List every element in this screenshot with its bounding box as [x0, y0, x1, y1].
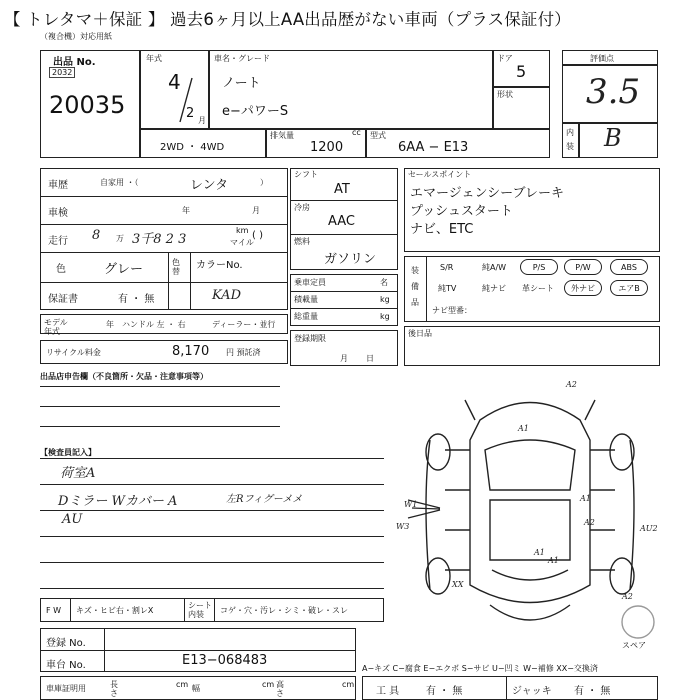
mileage-paren: ( ) — [252, 230, 263, 241]
year-month: 2 — [186, 106, 195, 121]
inspection-year-unit: 年 — [182, 206, 190, 215]
divider — [40, 252, 288, 253]
year-label: 年式 — [146, 54, 162, 63]
seat-items: コゲ・穴・汚レ・シミ・破レ・スレ — [220, 606, 348, 615]
divider — [184, 598, 185, 622]
damage-mark-a2-bumper: A2 — [622, 592, 633, 601]
proof-length-unit: cm — [176, 680, 189, 689]
warranty-label: 保証書 — [48, 294, 78, 305]
divider — [40, 406, 280, 407]
form-note: （複合機）対応用紙 — [40, 32, 112, 41]
shift-label: シフト — [294, 170, 318, 179]
damage-mark-a1-rear: A1 — [534, 548, 545, 557]
mile-unit: マイル — [230, 238, 254, 247]
proof-height-unit: cm — [342, 680, 355, 689]
inspector-notes-label: 【検査員記入】 — [40, 448, 96, 457]
sales-point-1: エマージェンシーブレーキ — [410, 186, 564, 201]
divider — [70, 598, 71, 622]
divider — [140, 128, 550, 130]
equip-navi: 純ナビ — [482, 284, 506, 293]
tools-label: 工 具 — [376, 686, 400, 697]
divider — [40, 510, 384, 511]
door-shape-label: 形状 — [497, 90, 513, 99]
divider — [40, 650, 356, 651]
sales-point-2: プッシュスタート — [410, 204, 513, 219]
inspector-note-4: 左Rフィグーメメ — [226, 494, 303, 505]
divider — [214, 598, 215, 622]
divider — [40, 196, 288, 197]
lot-box — [40, 50, 140, 158]
damage-mark-w3: W3 — [396, 522, 410, 531]
header-title: 【 トレタマ＋保証 】 過去6ヶ月以上AA出品歴がない車両（プラス保証付） — [4, 10, 572, 29]
divider — [168, 252, 169, 310]
weight-label: 総重量 — [294, 312, 318, 321]
inspection-label: 車検 — [48, 208, 68, 219]
warranty-value: 有 ・ 無 — [118, 294, 155, 305]
equip-pw: P/W — [564, 259, 602, 275]
car-name: ノート — [222, 76, 261, 91]
proof-width-unit: cm — [262, 680, 275, 689]
model-row-label: モデル年式 — [44, 318, 68, 336]
divider — [40, 458, 384, 459]
divider — [426, 256, 427, 322]
color-change-label: 色替 — [172, 258, 180, 276]
divider — [104, 628, 105, 672]
divider — [365, 128, 367, 158]
divider — [578, 122, 580, 158]
divider — [40, 588, 384, 589]
history-value: レンタ — [190, 178, 229, 193]
recycle-unit: 円 預託済 — [226, 348, 261, 357]
load-unit: kg — [380, 295, 390, 304]
inspector-note-2: Dミラー Wカバー A — [58, 494, 178, 509]
divider — [290, 308, 398, 309]
model-row-handle: ハンドル 左 ・ 右 — [122, 320, 186, 329]
sales-points-label: セールスポイント — [408, 170, 472, 179]
frame-no-value: E13−068483 — [182, 653, 268, 668]
divider — [40, 484, 384, 485]
damage-mark-w1: W1 — [404, 500, 418, 509]
drive-value: 2WD ・ 4WD — [160, 142, 225, 153]
defect-fw: F W — [46, 606, 62, 615]
color-no-label: カラーNo. — [196, 260, 243, 271]
mileage-rest: 3千8 2 3 — [132, 232, 187, 247]
proof-height: 高さ — [276, 680, 284, 698]
divider — [265, 128, 267, 158]
divider — [506, 676, 507, 700]
fuel-value: ガソリン — [324, 252, 377, 267]
spare-label: スペア — [622, 641, 646, 650]
jack-value: 有 ・ 無 — [574, 686, 611, 697]
km-unit: km — [236, 226, 249, 235]
equip-tv: 純TV — [438, 284, 457, 293]
mileage-man: 8 — [92, 228, 101, 243]
capacity-unit: 名 — [380, 278, 388, 287]
tools-value: 有 ・ 無 — [426, 686, 463, 697]
equip-ps: P/S — [520, 259, 558, 275]
divider — [492, 86, 550, 88]
navi-model-label: ナビ型番： — [432, 306, 472, 315]
year-value: 4 — [168, 70, 181, 94]
capacity-label: 乗車定員 — [294, 278, 326, 287]
garage-proof-label: 車庫証明用 — [46, 684, 86, 693]
equip-airbag: エアB — [610, 280, 648, 296]
tools-row — [362, 676, 658, 700]
weight-unit: kg — [380, 312, 390, 321]
model-value: 6AA − E13 — [398, 140, 469, 155]
divider — [40, 426, 280, 427]
recycle-value: 8,170 — [172, 344, 210, 359]
divider — [290, 200, 398, 201]
damage-mark-a1-back: A1 — [548, 556, 559, 565]
model-label: 型式 — [370, 131, 386, 140]
equipment-label-1: 装 — [411, 266, 419, 275]
divider — [190, 252, 191, 310]
equipment-label-3: 品 — [411, 298, 419, 307]
damage-mark-au2: AU2 — [640, 524, 658, 533]
header-bar — [0, 0, 700, 32]
damage-mark-a1-roof: A1 — [518, 424, 529, 433]
color-value: グレー — [104, 262, 144, 277]
load-label: 積載量 — [294, 295, 318, 304]
recycle-label: リサイクル料金 — [46, 348, 101, 357]
divider — [40, 386, 280, 387]
back-date-label: 後日品 — [408, 329, 432, 338]
divider — [562, 64, 658, 66]
color-no-value: KAD — [212, 288, 241, 303]
car-grade: e−パワーS — [222, 104, 289, 119]
model-row-dealer: ディーラー・並行 — [212, 320, 276, 329]
lot-number: 20035 — [49, 91, 126, 119]
equip-leather: 革シート — [522, 284, 554, 293]
lot-sub: 2032 — [49, 67, 75, 78]
inspector-note-3: AU — [62, 512, 83, 527]
equip-alloy: 純A/W — [482, 263, 507, 272]
divider — [40, 224, 288, 225]
lot-label: 出品 No. — [53, 57, 96, 68]
displacement-value: 1200 — [310, 140, 344, 155]
model-row-year-unit: 年 — [106, 320, 114, 329]
divider — [208, 50, 210, 128]
divider — [290, 234, 398, 235]
jack-label: ジャッキ — [512, 686, 552, 697]
history-options: 自家用 ・（ — [100, 178, 139, 187]
seat-label: シート内装 — [188, 601, 212, 619]
proof-length: 長さ — [110, 680, 118, 698]
displacement-label: 排気量 — [270, 131, 294, 140]
history-close: ） — [260, 178, 268, 187]
interior-label-2: 装 — [566, 142, 574, 151]
back-date-box — [404, 326, 660, 366]
divider — [40, 562, 384, 563]
mileage-label: 走行 — [48, 236, 68, 247]
damage-mark-a2-top: A2 — [566, 380, 577, 389]
divider — [40, 536, 384, 537]
exhibitor-notes-label: 出品店申告欄（不良箇所・欠品・注意事項等） — [40, 372, 208, 381]
inspection-month-unit: 月 — [252, 206, 260, 215]
fuel-label: 燃料 — [294, 237, 310, 246]
interior-value: B — [604, 124, 622, 152]
mileage-unit-man: 万 — [116, 234, 124, 243]
damage-mark-xx: XX — [452, 580, 464, 589]
interior-label-1: 内 — [566, 128, 574, 137]
equip-ext-navi: 外ナビ — [564, 280, 602, 296]
aircon-value: AAC — [328, 214, 355, 229]
door-label: ドア — [497, 54, 513, 63]
registration-limit-unit: 月日 — [340, 354, 392, 363]
inspector-note-1: 荷室A — [60, 466, 96, 481]
history-label: 車歴 — [48, 180, 68, 191]
displacement-unit: cc — [352, 128, 361, 137]
damage-mark-a2-right: A2 — [584, 518, 595, 527]
score-label: 評価点 — [590, 54, 614, 63]
score-value: 3.5 — [586, 72, 641, 112]
door-value: 5 — [516, 62, 527, 81]
divider — [492, 50, 494, 128]
registration-limit-label: 登録期限 — [294, 334, 326, 343]
frame-no-label: 車台 No. — [46, 660, 86, 671]
registration-no-label: 登録 No. — [46, 638, 86, 649]
car-diagram — [400, 380, 670, 650]
shift-value: AT — [334, 182, 350, 197]
sales-point-3: ナビ、ETC — [410, 222, 474, 237]
equip-sr: S/R — [440, 263, 454, 272]
equip-abs: ABS — [610, 259, 648, 275]
aircon-label: 冷房 — [294, 203, 310, 212]
defect-items: キズ・ヒビ右・割レX — [76, 606, 154, 615]
damage-mark-a1-right: A1 — [580, 494, 591, 503]
damage-legend: A−キズ C−腐食 E−エクボ S−サビ U−凹ミ W−補修 XX−交換済 — [362, 664, 598, 673]
divider — [40, 282, 288, 283]
proof-width: 幅 — [192, 684, 200, 693]
equipment-label-2: 備 — [411, 282, 419, 291]
year-month-unit: 月 — [198, 116, 206, 125]
color-label: 色 — [56, 264, 66, 275]
divider — [290, 291, 398, 292]
car-name-label: 車名・グレード — [214, 54, 270, 63]
